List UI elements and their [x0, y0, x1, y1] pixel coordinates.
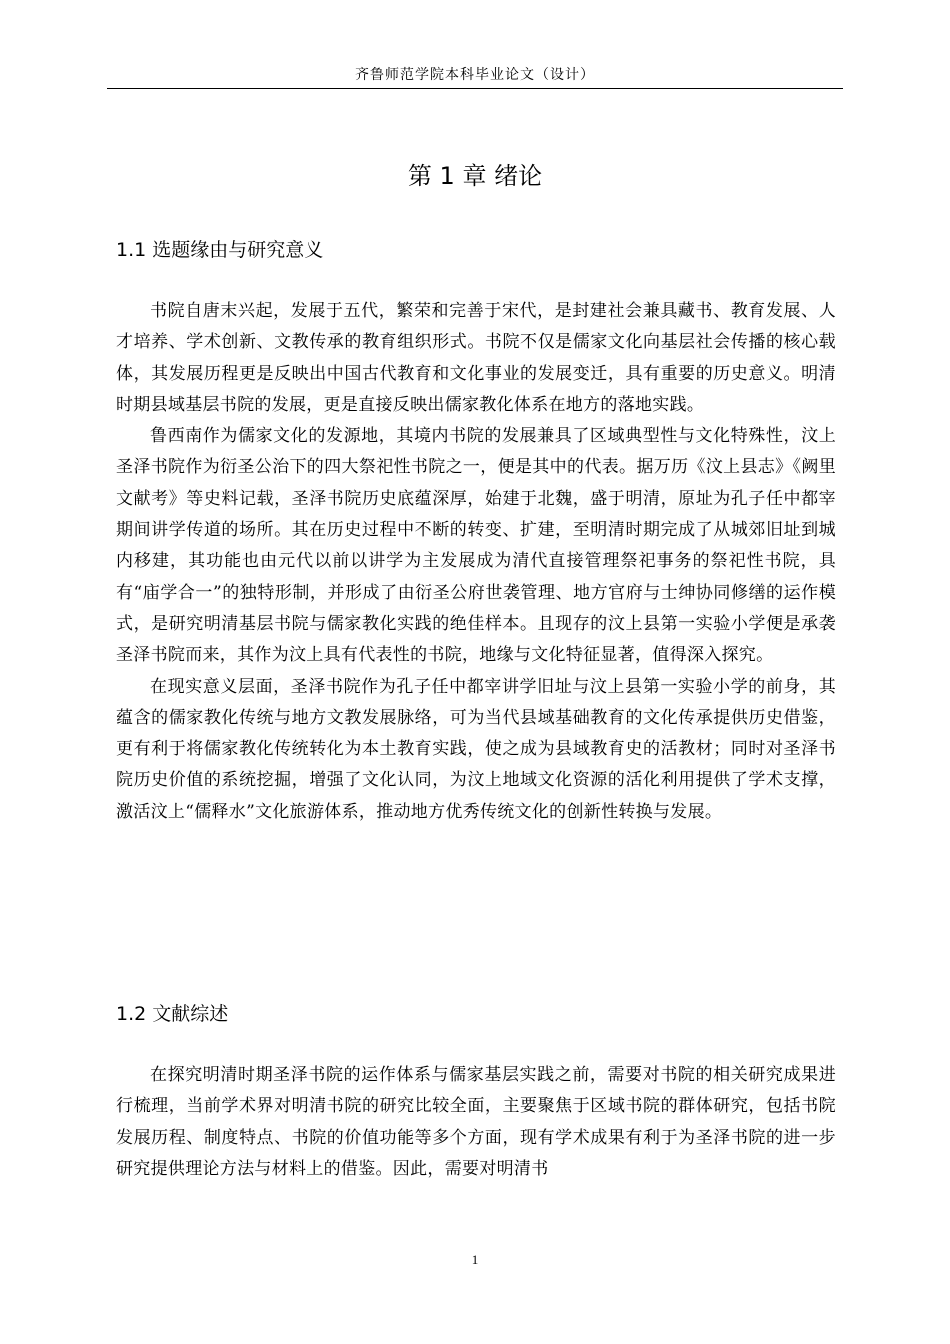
section-body-1-1 — [116, 296, 836, 828]
paragraph: 在现实意义层面，圣泽书院作为孔子任中都宰讲学旧址与汶上县第一实验小学的前身，其蕴含的儒家教化传统与地方文教发展脉络，可为当代县域基础教育的文化传承提供历史借鉴，更有利于将儒家教化传统转化为本土教育实践，使之成为县域教育史的活教材；同时对圣泽书院历史价值的系统挖掘，增强了文化认同，为汶上地域文化资源的活化利用提供了学术支撑，激活汶上“儒释水”文化旅游体系，推动地方优秀传统文化的创新性转换与发展。 — [116, 676, 836, 822]
section-body-1-2 — [116, 1060, 836, 1185]
header-divider — [107, 88, 843, 89]
paragraph: 鲁西南作为儒家文化的发源地，其境内书院的发展兼具了区域典型性与文化特殊性，汶上圣泽书院作为衍圣公治下的四大祭祀性书院之一，便是其中的代表。据万历《汶上县志》《阙里文献考》等史料记载，圣泽书院历史底蕴深厚，始建于北魏，盛于明清，原址为孔子任中都宰期间讲学传道的场所。其在历史过程中不断的转变、扩建，至明清时期完成了从城郊旧址到城内移建，其功能也由元代以前以讲学为主发展成为清代直接管理祭祀事务的祭祀性书院，具有“庙学合一”的独特形制，并形成了由衍圣公府世袭管理、地方官府与士绅协同修缮的运作模式，是研究明清基层书院与儒家教化实践的绝佳样本。且现存的汶上县第一实验小学便是承袭圣泽书院而来，其作为汶上具有代表性的书院，地缘与文化特征显著，值得深入探究。 — [116, 426, 836, 666]
section-title-1-1: 1.1 选题缘由与研究意义 — [116, 239, 324, 261]
section-title-1-2: 1.2 文献综述 — [116, 1003, 229, 1025]
paragraph: 在探究明清时期圣泽书院的运作体系与儒家基层实践之前，需要对书院的相关研究成果进行梳理，当前学术界对明清书院的研究比较全面，主要聚焦于区域书院的群体研究，包括书院发展历程、制度特点、书院的价值功能等多个方面，现有学术成果有利于为圣泽书院的进一步研究提供理论方法与材料上的借鉴。因此，需要对明清书 — [116, 1065, 836, 1179]
chapter-title: 第 1 章 绪论 — [407, 162, 543, 190]
running-header: 齐鲁师范学院本科毕业论文（设计） — [355, 67, 595, 83]
paragraph: 书院自唐末兴起，发展于五代，繁荣和完善于宋代，是封建社会兼具藏书、教育发展、人才培养、学术创新、文教传承的教育组织形式。书院不仅是儒家文化向基层社会传播的核心载体，其发展历程更是反映出中国古代教育和文化事业的发展变迁，具有重要的历史意义。明清时期县域基层书院的发展，更是直接反映出儒家教化体系在地方的落地实践。 — [116, 301, 836, 415]
page-number: 1 — [471, 1252, 479, 1267]
